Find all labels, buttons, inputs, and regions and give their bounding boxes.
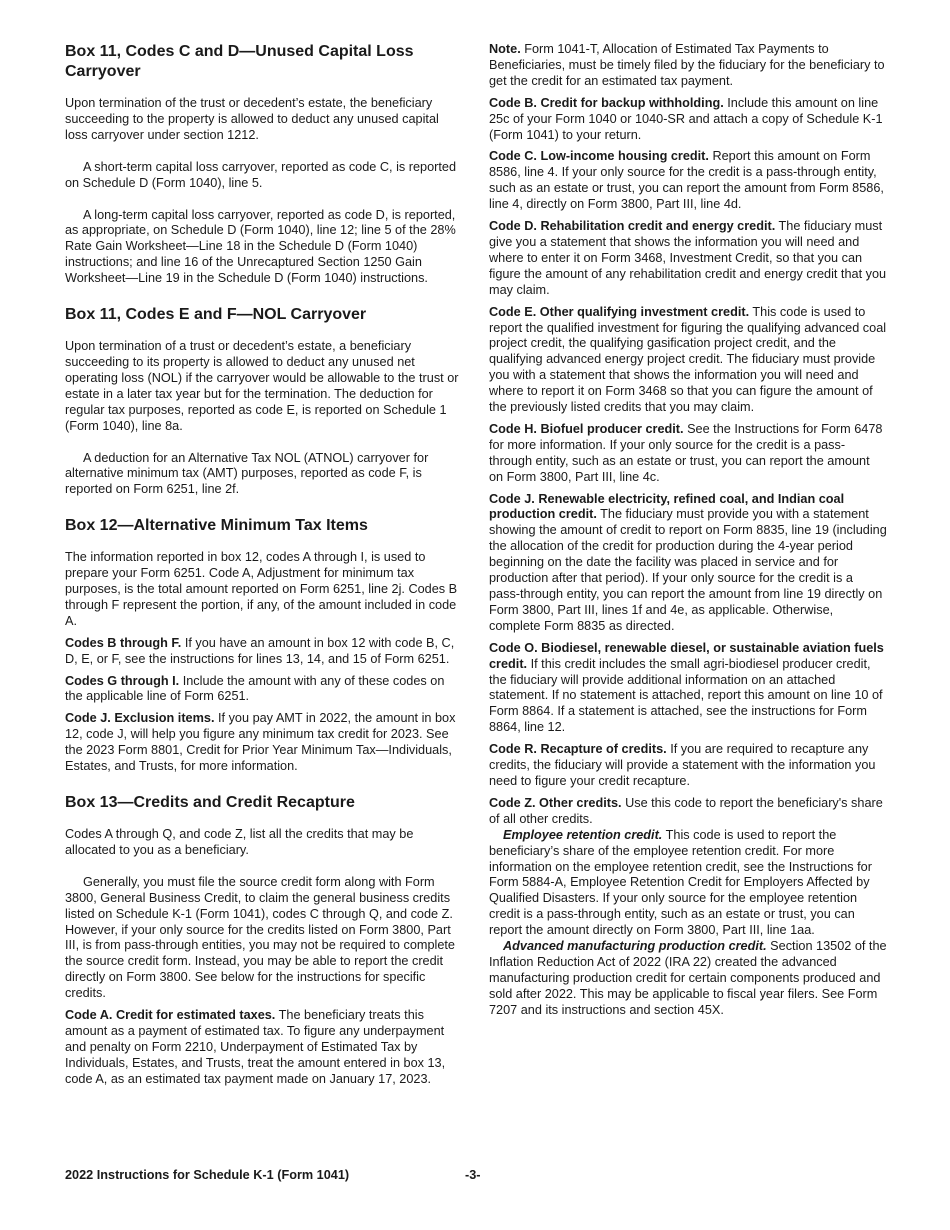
- paragraph-text: Use this code to report the beneficiary's share of all other credits.: [489, 795, 883, 826]
- right-column: [489, 42, 887, 1019]
- run-in-heading: Code J. Renewable electricity, refined coal, and Indian coal production credit.: [489, 491, 845, 522]
- paragraph: Generally, you must file the source credit form along with Form 3800, General Business Credit, to claim the general business credits listed on Schedule K-1 (Form 1041), codes C through Q, and code Z. However, if your only source for the credits listed on Form 3800, Part III, is from pass-through entities, you may not be required to complete the source credit form. Instead, you may be able to report the credit directly on Form 3800. See below for the instructions for specific credits.: [65, 874, 455, 1001]
- paragraph-text: This code is used to report the qualified investment for figuring the qualifying advanced coal project credit, the qualifying gasification project credit, and the qualifying advanced energy project credit. The fiduciary must provide you with a statement that shows the information you will need and where to report it on Form 3468 so that you can figure the amount of the previously listed credits that you may claim.: [489, 304, 887, 415]
- paragraph-text: If you are required to recapture any credits, the fiduciary will provide a statement with the information you need to figure your credit recapture.: [489, 742, 876, 788]
- paragraph-codes-b-f: [65, 636, 463, 668]
- run-in-heading: Code E. Other qualifying investment credit.: [489, 304, 750, 319]
- paragraph-code-r: [489, 742, 887, 790]
- paragraph-codes-g-i: [65, 674, 463, 706]
- run-in-heading: Code B. Credit for backup withholding.: [489, 95, 724, 110]
- paragraph-code-c: [489, 149, 887, 213]
- run-in-heading: Code C. Low-income housing credit.: [489, 149, 709, 164]
- heading-box11-codes-c-d: Box 11, Codes C and D—Unused Capital Loss Carryover: [65, 43, 414, 80]
- run-in-heading: Codes B through F.: [65, 635, 182, 650]
- paragraph-advanced-manufacturing-credit: [489, 939, 887, 1019]
- paragraph: Upon termination of the trust or decedent’s estate, the beneficiary succeeding to the property is allowed to deduct any unused capital loss carryover under section 1212.: [65, 96, 439, 142]
- left-column: [65, 42, 463, 1094]
- paragraph-code-b: [489, 96, 887, 144]
- paragraph-code-e: [489, 305, 887, 416]
- paragraph: A long-term capital loss carryover, reported as code D, is reported, as appropriate, on Schedule D (Form 1040), line 12; line 5 of the 28% Rate Gain Worksheet—Line 18 in the Schedule D (Form 1040) instructions; and line 16 of the Unrecaptured Section 1250 Gain Worksheet—Line 19 in the Schedule D (Form 1040) instructions.: [65, 207, 456, 286]
- paragraph-text: Report this amount on Form 8586, line 4. If your only source for the credit is a pass-through entity, such as an estate or trust, you can report the amount from Form 8586, line 4, directly on Form 3800, Part III, line 4d.: [489, 149, 884, 212]
- paragraph-text: This code is used to report the beneficiary’s share of the employee retention credit. For more information on the employee retention credit, see the Instructions for Form 5884-A, Employee Retention Credit for Employers Affected by Qualified Disasters. If your only source for the employee retention credit is a pass-through entity, such as an estate or trust, you can report the amount directly on Form 3800, Part III, line 1aa.: [489, 827, 872, 938]
- paragraph-code-z: [489, 796, 887, 828]
- paragraph-note: [489, 42, 887, 90]
- run-in-heading: Code O. Biodiesel, renewable diesel, or sustainable aviation fuels credit.: [489, 640, 884, 671]
- run-in-heading: Codes G through I.: [65, 673, 180, 688]
- paragraph-text: See the Instructions for Form 6478 for more information. If your only source for the credit is a pass-through entity, such as an estate or trust, you can report the amount on Form 3800, Part III, line 4c.: [489, 421, 883, 484]
- run-in-heading: Code J. Exclusion items.: [65, 711, 215, 726]
- run-in-heading: Code R. Recapture of credits.: [489, 742, 667, 757]
- run-in-heading: Code Z. Other credits.: [489, 795, 622, 810]
- paragraph-code-o: [489, 641, 887, 736]
- paragraph-text: Section 13502 of the Inflation Reduction Act of 2022 (IRA 22) created the advanced manufacturing production credit for certain components produced and sold after 2022. This may be applicable to fiscal year filers. See Form 7207 and its instructions and section 45X.: [489, 939, 887, 1017]
- paragraph-text: Form 1041-T, Allocation of Estimated Tax Payments to Beneficiaries, must be timely filed by the fiduciary for the beneficiary to get the credit for an estimated tax payment.: [489, 42, 885, 88]
- run-in-heading: Code H. Biofuel producer credit.: [489, 421, 684, 436]
- paragraph-text: The beneficiary treats this amount as a payment of estimated tax. To figure any underpayment and penalty on Form 2210, Underpayment of Estimated Tax by Individuals, Estates, and Trusts, treat the amount entered in box 13, code A, as an estimated tax payment made on January 17, 2023.: [65, 1008, 446, 1086]
- footer-title: 2022 Instructions for Schedule K-1 (Form 1041): [65, 1168, 350, 1182]
- paragraph: Upon termination of a trust or decedent’s estate, a beneficiary succeeding to its property is allowed to deduct any unused net operating loss (NOL) if the carryover would be allowable to the trust or estate in a later tax year but for the termination. The deduction for regular tax purposes, reported as code E, is reported on Schedule 1 (Form 1040), line 8a.: [65, 339, 459, 433]
- paragraph-text: The fiduciary must provide you with a statement showing the amount of credit to report on Form 8835, line 19 (including the allocation of the credit for production during the 4-year period beginning on the date the facility was placed in service and for production after that period). If your only source for the credit is a pass-through entity, you can report the amount from line 19 directly on Form 3800, Part III, lines 1f and 4e, as applicable. Otherwise, complete Form 8835 as directed.: [489, 507, 887, 633]
- run-in-heading: Note.: [489, 42, 521, 56]
- paragraph: Codes A through Q, and code Z, list all the credits that may be allocated to you as a beneficiary.: [65, 827, 414, 857]
- heading-box13: Box 13—Credits and Credit Recapture: [65, 794, 355, 811]
- paragraph-code-a: [65, 1008, 463, 1088]
- paragraph-text: If you pay AMT in 2022, the amount in box 12, code J, will help you figure any minimum tax credit for 2023. See the 2023 Form 8801, Credit for Prior Year Minimum Tax—Individuals, Estates, and Trusts, for more information.: [65, 711, 456, 774]
- paragraph: A short-term capital loss carryover, reported as code C, is reported on Schedule D (Form 1040), line 5.: [65, 159, 457, 190]
- page-number: -3-: [465, 1168, 481, 1182]
- paragraph-text: Include this amount on line 25c of your Form 1040 or 1040-SR and attach a copy of Schedule K-1 (Form 1041) to your return.: [489, 95, 883, 142]
- paragraph-code-d: [489, 219, 887, 299]
- paragraph-code-j: [489, 492, 887, 635]
- paragraph-text: Include the amount with any of these codes on the applicable line of Form 6251.: [65, 673, 445, 704]
- paragraph-text: The fiduciary must give you a statement that shows the information you will need and where to enter it on Form 3468, Investment Credit, so that you can figure the amount of any rehabilitation credit and energy credit that you may claim.: [489, 219, 887, 297]
- paragraph-text: If this credit includes the small agri-biodiesel producer credit, the fiduciary will provide additional information on an attached statement. If no statement is attached, report this amount on line 10 of Form 8864. If a statement is attached, see the instructions for Form 8864, line 12.: [489, 656, 883, 735]
- paragraph-text: If you have an amount in box 12 with code B, C, D, E, or F, see the instructions for lines 13, 14, and 15 of Form 6251.: [65, 635, 455, 666]
- paragraph: A deduction for an Alternative Tax NOL (ATNOL) carryover for alternative minimum tax (AMT) purposes, reported as code F, is reported on Form 6251, line 2f.: [65, 450, 429, 497]
- run-in-heading: Code A. Credit for estimated taxes.: [65, 1008, 276, 1023]
- run-in-heading: Advanced manufacturing production credit.: [503, 939, 767, 954]
- heading-box12: Box 12—Alternative Minimum Tax Items: [65, 517, 368, 535]
- paragraph-employee-retention-credit: [489, 828, 887, 939]
- paragraph-code-j: [65, 711, 463, 775]
- run-in-heading: Code D. Rehabilitation credit and energy credit.: [489, 219, 776, 234]
- heading-box11-codes-e-f: Box 11, Codes E and F—NOL Carryover: [65, 306, 367, 324]
- paragraph: The information reported in box 12, codes A through I, is used to prepare your Form 6251. Code A, Adjustment for minimum tax purposes, is the total amount reported on Form 6251, line 2j. Codes B through F represent the portion, if any, of the amount included in code A.: [65, 550, 458, 628]
- paragraph-code-h: [489, 422, 887, 486]
- run-in-heading: Employee retention credit.: [503, 827, 663, 842]
